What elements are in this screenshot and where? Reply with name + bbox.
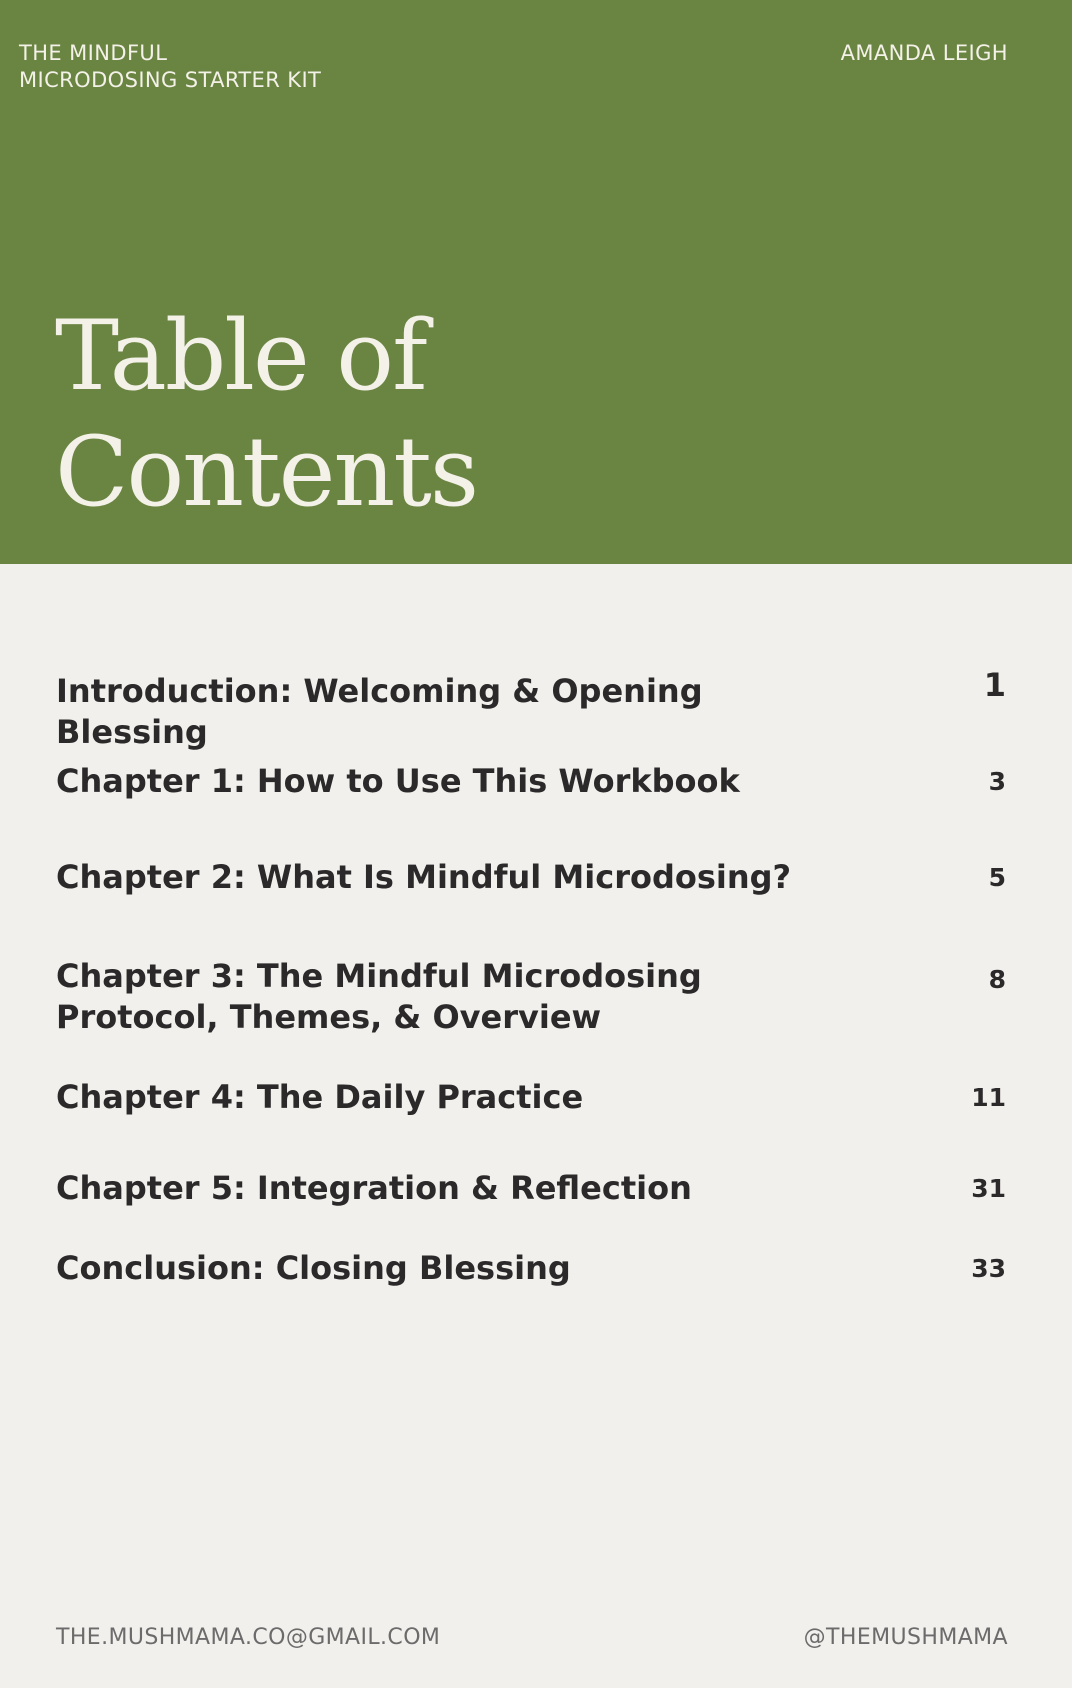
author-name: AMANDA LEIGH: [840, 41, 1008, 65]
toc-entry-title: Chapter 5: Integration & Reflection: [56, 1169, 692, 1207]
table-of-contents: [56, 0, 1006, 1688]
toc-entry-page-number: 1: [983, 666, 1006, 704]
toc-entry-page-number: 33: [971, 1254, 1006, 1283]
toc-entry-title: Conclusion: Closing Blessing: [56, 1249, 571, 1287]
page-title-line-1: Table of: [55, 300, 426, 412]
kit-title-line-2: MICRODOSING STARTER KIT: [19, 68, 322, 92]
toc-entry-page-number: 8: [988, 965, 1006, 994]
toc-entry-page-number: 5: [988, 863, 1006, 892]
toc-entry-page-number: 31: [971, 1174, 1006, 1203]
toc-entry-page-number: 3: [988, 767, 1006, 796]
footer-social-handle[interactable]: @THEMUSHMAMA: [803, 1625, 1008, 1650]
kit-title-line-1: THE MINDFUL: [19, 41, 168, 65]
toc-entry-title: Chapter 3: The Mindful Microdosing Protocol, Themes, & Overview: [56, 957, 702, 1036]
page-title-line-2: Contents: [55, 416, 478, 528]
toc-entry-title: Introduction: Welcoming & Opening Blessing: [56, 672, 703, 751]
footer-email[interactable]: THE.MUSHMAMA.CO@GMAIL.COM: [56, 1625, 441, 1650]
toc-entry-title: Chapter 1: How to Use This Workbook: [56, 762, 740, 800]
toc-entry-page-number: 11: [971, 1083, 1006, 1112]
toc-entry-title: Chapter 2: What Is Mindful Microdosing?: [56, 858, 792, 896]
toc-entry-title: Chapter 4: The Daily Practice: [56, 1078, 584, 1116]
